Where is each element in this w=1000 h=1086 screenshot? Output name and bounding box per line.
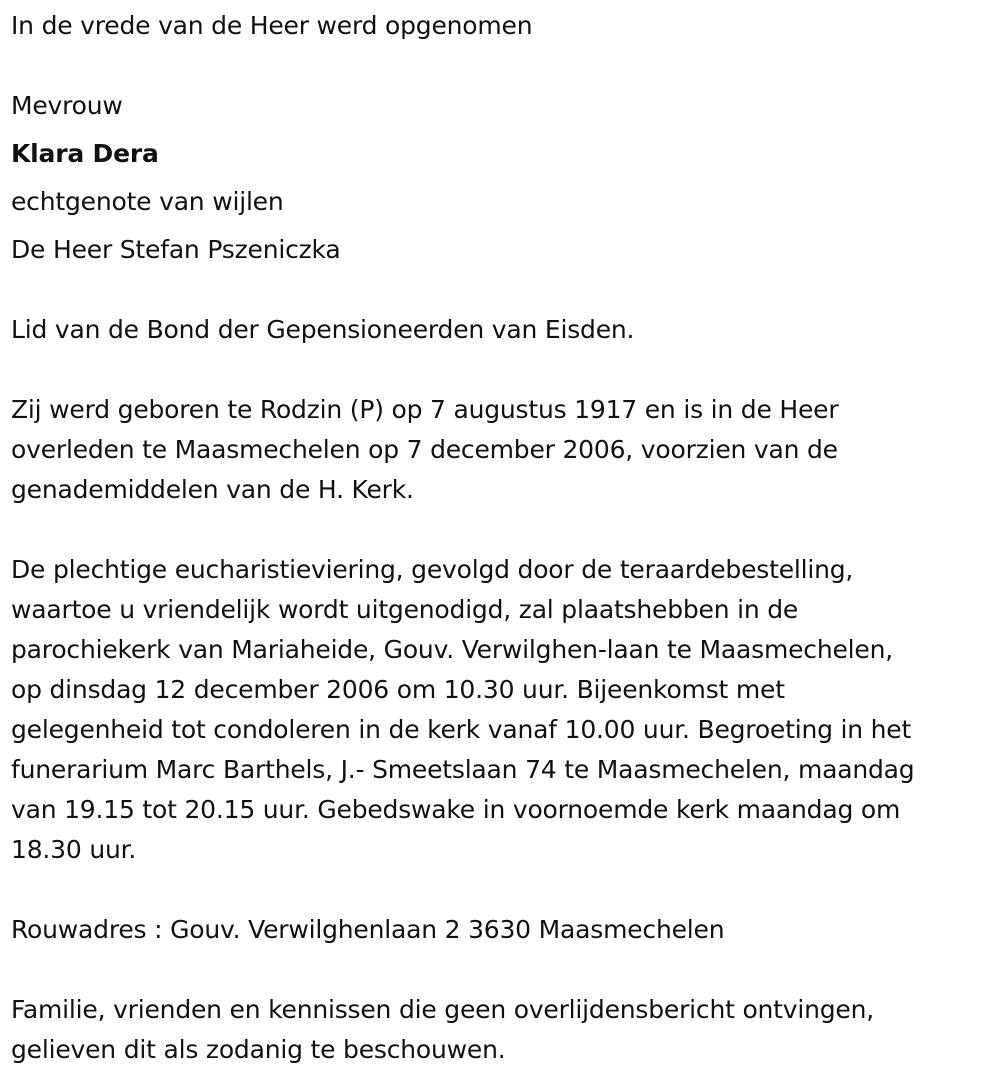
spouse-relation: echtgenote van wijlen — [11, 187, 284, 216]
paragraph-line: parochiekerk van Mariaheide, Gouv. Verwilghen-laan te Maasmechelen, — [11, 635, 893, 664]
paragraph-line: Familie, vrienden en kennissen die geen overlijdensbericht ontvingen, — [11, 995, 875, 1024]
paragraph-line: gelegenheid tot condoleren in de kerk vanaf 10.00 uur. Begroeting in het — [11, 715, 912, 744]
obituary-document — [11, 0, 996, 1070]
spouse-name: De Heer Stefan Pszeniczka — [11, 235, 341, 264]
family-note-paragraph — [11, 990, 996, 1070]
membership-line: Lid van de Bond der Gepensioneerden van Eisden. — [11, 315, 635, 344]
paragraph-line: genademiddelen van de H. Kerk. — [11, 475, 414, 504]
paragraph-line: waartoe u vriendelijk wordt uitgenodigd, zal plaatshebben in de — [11, 595, 799, 624]
ceremony-paragraph — [11, 550, 996, 870]
birth-death-paragraph — [11, 390, 996, 510]
mourning-address: Rouwadres : Gouv. Verwilghenlaan 2 3630 Maasmechelen — [11, 915, 725, 944]
paragraph-line: overleden te Maasmechelen op 7 december 2006, voorzien van de — [11, 435, 838, 464]
paragraph-line: 18.30 uur. — [11, 835, 137, 864]
paragraph-line: Zij werd geboren te Rodzin (P) op 7 augustus 1917 en is in de Heer — [11, 395, 839, 424]
paragraph-line: De plechtige eucharistieviering, gevolgd door de teraardebestelling, — [11, 555, 854, 584]
deceased-name: Klara Dera — [11, 139, 159, 168]
paragraph-line: op dinsdag 12 december 2006 om 10.30 uur. Bijeenkomst met — [11, 675, 785, 704]
paragraph-line: funerarium Marc Barthels, J.- Smeetslaan 74 te Maasmechelen, maandag — [11, 755, 915, 784]
salutation: Mevrouw — [11, 91, 123, 120]
paragraph-line: van 19.15 tot 20.15 uur. Gebedswake in voornoemde kerk maandag om — [11, 795, 901, 824]
intro-line: In de vrede van de Heer werd opgenomen — [11, 11, 533, 40]
paragraph-line: gelieven dit als zodanig te beschouwen. — [11, 1035, 506, 1064]
